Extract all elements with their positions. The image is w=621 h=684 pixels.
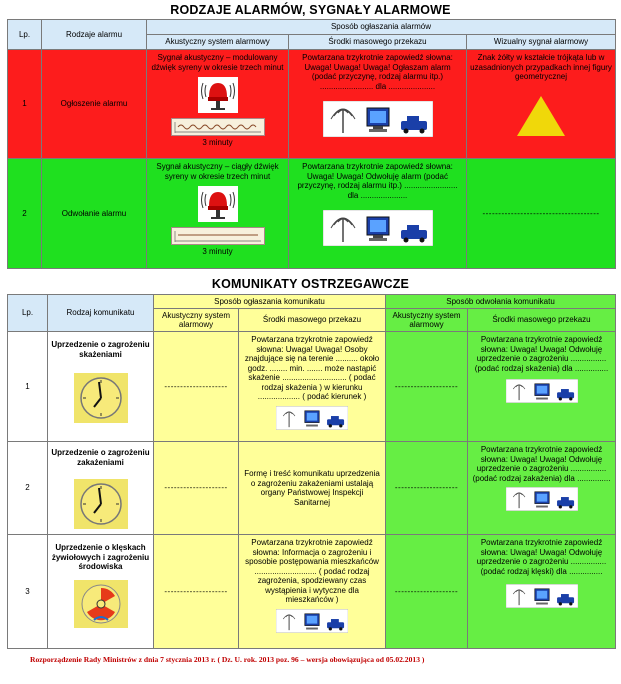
- message-type-cell: [48, 332, 154, 442]
- visual-cell: [467, 50, 616, 159]
- table2-title: KOMUNIKATY OSTRZEGAWCZE: [211, 277, 410, 291]
- acoustic-dashes: --------------------: [164, 381, 228, 391]
- media-icons: [289, 101, 466, 140]
- siren-icon: [147, 77, 288, 116]
- acoustic-dashes: --------------------: [164, 483, 228, 493]
- header-visual: Wizualny sygnał alarmowy: [467, 35, 616, 50]
- alarm-name: Odwołanie alarmu: [42, 159, 147, 269]
- message-type-text: Uprzedzenie o zagrożeniu zakażeniami: [51, 448, 150, 467]
- header-mass-media-cancel: Środki masowego przekazu: [468, 309, 616, 332]
- header-cancel-method: Sposób odwołania komunikatu: [386, 295, 616, 309]
- acoustic-dashes: --------------------: [164, 586, 228, 596]
- media-icons: [468, 379, 615, 406]
- mass-media-text: Powtarzana trzykrotnie zapowiedź słowna: Uwaga! Uwaga! Uwaga! Ogłaszam alarm (podać przyczynę, rodzaj alarmu itp.) ........................ dla .....................: [302, 53, 453, 91]
- row-lp: 1: [8, 332, 48, 442]
- mass-media-text: Formę i treść komunikatu uprzedzenia o zagrożeniu zakażeniami ustalają organy Państwowej Inspekcji Sanitarnej: [244, 469, 380, 507]
- row-lp: 2: [8, 159, 42, 269]
- clock-icon: [48, 479, 153, 532]
- acoustic-cancel-dashes: --------------------: [394, 483, 459, 493]
- alarm-types-table: [7, 19, 616, 269]
- header-method: Sposób ogłaszania alarmów: [147, 20, 616, 35]
- acoustic-text: Sygnał akustyczny – modulowany dźwięk syreny w okresie trzech minut: [151, 53, 284, 72]
- mass-media-text: Powtarzana trzykrotnie zapowiedź słowna: Uwaga! Uwaga! Odwołuję alarm (podać przyczynę, rodzaj alarmu itp.) ........................ dla .....................: [297, 162, 458, 200]
- media-icons: [468, 487, 615, 514]
- acoustic-cancel-dashes: --------------------: [394, 586, 459, 596]
- clock-icon: [48, 373, 153, 426]
- alarm-name: Ogłoszenie alarmu: [42, 50, 147, 159]
- mass-media-cancel-cell: [468, 332, 616, 442]
- modulated-signal-icon: [171, 118, 265, 136]
- acoustic-cell: [154, 332, 239, 442]
- media-icons: [468, 584, 615, 611]
- header-acoustic: Akustyczny system alarmowy: [147, 35, 289, 50]
- mass-media-text: Powtarzana trzykrotnie zapowiedź słowna: Informacja o zagrożeniu i sposobie postępowania mieszkańców ............................ ( podać rodzaj zagrożenia, spodziewany czas wystąpienia i wytyczne dla mieszkańców ): [245, 538, 379, 604]
- acoustic-cancel-cell: [386, 535, 468, 649]
- mass-media-cancel-text: Powtarzana trzykrotnie zapowiedź słowna: Uwaga! Uwaga! Odwołuję uprzedzenie o zagrożeniu ................ (podać rodzaj zakażenia) dla ...............: [472, 445, 611, 483]
- media-icons: [239, 406, 385, 433]
- minutes-label: 3 minuty: [202, 246, 233, 256]
- mass-media-cancel-cell: [468, 442, 616, 535]
- mass-media-cancel-text: Powtarzana trzykrotnie zapowiedź słowna: Uwaga! Uwaga! Odwołuję uprzedzenie o zagrożeniu ................ (podać rodzaj klęski) dla ...............: [476, 538, 607, 576]
- visual-cell: [467, 159, 616, 269]
- header-alarm-types: Rodzaje alarmu: [42, 20, 147, 50]
- header-acoustic-cancel: Akustyczny system alarmowy: [386, 309, 468, 332]
- legal-footnote: Rozporządzenie Rady Ministrów z dnia 7 stycznia 2013 r. ( Dz. U. rok. 2013 poz. 96 – wersja obowiązująca od 05.02.2013 ): [30, 655, 425, 664]
- header-announce-method: Sposób ogłaszania komunikatu: [154, 295, 386, 309]
- minutes-label: 3 minuty: [202, 137, 233, 147]
- header-acoustic: Akustyczny system alarmowy: [154, 309, 239, 332]
- media-icons: [289, 210, 466, 249]
- row-lp: 3: [8, 535, 48, 649]
- row-lp: 1: [8, 50, 42, 159]
- siren-icon: [147, 186, 288, 225]
- acoustic-cell: [147, 50, 289, 159]
- visual-dashes: -------------------------------------: [482, 208, 600, 218]
- visual-text: Znak żółty w kształcie trójkąta lub w uzasadnionych przypadkach innej figury geometrycznej: [470, 53, 612, 81]
- acoustic-cell: [154, 535, 239, 649]
- header-lp: Lp.: [8, 20, 42, 50]
- message-type-cell: [48, 535, 154, 649]
- warning-messages-table: [7, 294, 616, 649]
- row-lp: 2: [8, 442, 48, 535]
- acoustic-cancel-cell: [386, 442, 468, 535]
- acoustic-cancel-dashes: --------------------: [394, 381, 459, 391]
- header-lp: Lp.: [8, 295, 48, 332]
- media-icons: [239, 609, 385, 636]
- hazard-icon: [48, 580, 153, 631]
- message-type-cell: [48, 442, 154, 535]
- mass-media-cell: [239, 332, 386, 442]
- header-message-type: Rodzaj komunikatu: [48, 295, 154, 332]
- yellow-triangle-icon: [467, 94, 615, 141]
- header-mass-media: Środki masowego przekazu: [239, 309, 386, 332]
- mass-media-text: Powtarzana trzykrotnie zapowiedź słowna: Uwaga! Uwaga! Osoby znajdujące się na terenie .......... około godz. ........ min. ....... może nastąpić skażenie ............................. ( podać rodzaj skażenia ) w kierunku ................... ( podać kierunek ): [244, 335, 380, 401]
- message-type-text: Uprzedzenie o klęskach żywiołowych i zagrożeniu środowiska: [51, 543, 150, 571]
- header-mass-media: Środki masowego przekazu: [289, 35, 467, 50]
- mass-media-cell: [239, 535, 386, 649]
- message-type-text: Uprzedzenie o zagrożeniu skażeniami: [51, 340, 150, 359]
- table1-title: RODZAJE ALARMÓW, SYGNAŁY ALARMOWE: [170, 3, 451, 17]
- mass-media-cancel-text: Powtarzana trzykrotnie zapowiedź słowna: Uwaga! Uwaga! Odwołuję uprzedzenie o zagrożeniu ................ (podać rodzaj skażenia) dla ...............: [474, 335, 609, 373]
- continuous-signal-icon: [171, 227, 265, 245]
- acoustic-cell: [154, 442, 239, 535]
- acoustic-text: Sygnał akustyczny – ciągły dźwięk syreny w okresie trzech minut: [156, 162, 279, 181]
- mass-media-cancel-cell: [468, 535, 616, 649]
- acoustic-cancel-cell: [386, 332, 468, 442]
- mass-media-cell: [289, 50, 467, 159]
- mass-media-cell: [239, 442, 386, 535]
- mass-media-cell: [289, 159, 467, 269]
- acoustic-cell: [147, 159, 289, 269]
